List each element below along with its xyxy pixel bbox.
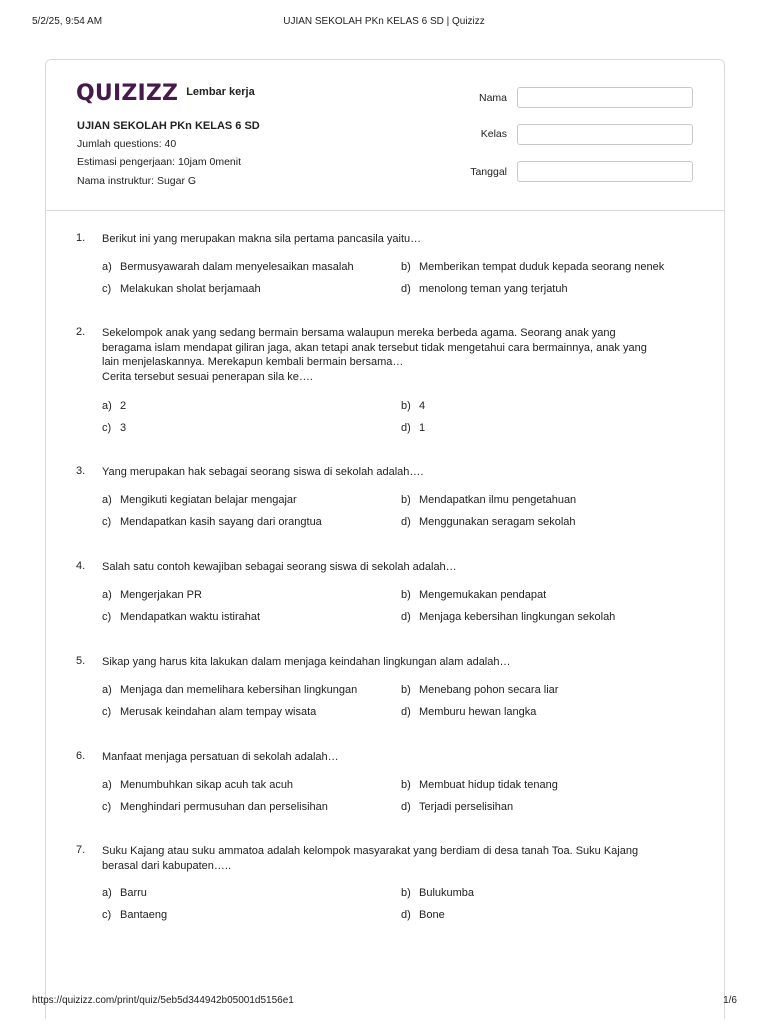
question-number: 3. bbox=[76, 465, 86, 477]
option-d bbox=[401, 422, 425, 434]
option-d bbox=[401, 801, 513, 813]
print-title: UJIAN SEKOLAH PKn KELAS 6 SD | Quizizz bbox=[283, 16, 485, 27]
question-text-line: Cerita tersebut sesuai penerapan sila ke…. bbox=[102, 370, 313, 383]
option-letter: d) bbox=[401, 706, 411, 718]
date-label: Tanggal bbox=[470, 166, 507, 178]
option-text: Menebang pohon secara liar bbox=[419, 684, 559, 696]
class-field[interactable] bbox=[517, 124, 693, 145]
option-letter: b) bbox=[401, 400, 411, 412]
option-letter: b) bbox=[401, 779, 411, 791]
option-letter: a) bbox=[102, 494, 112, 506]
option-a bbox=[102, 494, 297, 506]
option-text: Mendapatkan waktu istirahat bbox=[120, 611, 261, 623]
option-letter: a) bbox=[102, 684, 112, 696]
name-field[interactable] bbox=[517, 87, 693, 108]
option-letter: a) bbox=[102, 261, 112, 273]
question-count: Jumlah questions: 40 bbox=[77, 138, 177, 150]
option-letter: a) bbox=[102, 887, 112, 899]
option-text: Menjaga dan memelihara kebersihan lingkungan bbox=[120, 684, 358, 696]
question-text: Berikut ini yang merupakan makna sila pertama pancasila yaitu… bbox=[102, 233, 422, 245]
option-letter: d) bbox=[401, 283, 411, 295]
option-text: Memburu hewan langka bbox=[419, 706, 537, 718]
question-number: 7. bbox=[76, 844, 86, 856]
option-text: Menjaga kebersihan lingkungan sekolah bbox=[419, 611, 616, 623]
option-letter: c) bbox=[102, 422, 112, 434]
option-letter: d) bbox=[401, 611, 411, 623]
print-footer bbox=[0, 995, 768, 1009]
option-text: Mengikuti kegiatan belajar mengajar bbox=[120, 494, 297, 506]
option-b bbox=[401, 261, 664, 273]
name-label: Nama bbox=[478, 92, 507, 104]
time-estimate: Estimasi pengerjaan: 10jam 0menit bbox=[77, 156, 242, 168]
date-field[interactable] bbox=[517, 161, 693, 182]
option-text: Bantaeng bbox=[120, 909, 168, 921]
quizizz-logo bbox=[76, 80, 178, 108]
brand bbox=[76, 80, 255, 108]
question-number: 6. bbox=[76, 750, 86, 762]
option-c bbox=[102, 801, 328, 813]
option-letter: a) bbox=[102, 779, 112, 791]
option-text: Bone bbox=[419, 909, 445, 921]
option-a bbox=[102, 400, 126, 412]
option-d bbox=[401, 706, 536, 718]
question-text-line: lain menjelaskannya. Merekapun kembali bermain bersama… bbox=[102, 356, 404, 368]
option-text: Merusak keindahan alam tempay wisata bbox=[120, 706, 317, 718]
option-c bbox=[102, 611, 260, 623]
question-number: 5. bbox=[76, 655, 86, 667]
option-text: Mendapatkan kasih sayang dari orangtua bbox=[120, 516, 322, 528]
option-letter: b) bbox=[401, 494, 411, 506]
question-text-line: Sekelompok anak yang sedang bermain bersama walaupun mereka berbeda agama. Seorang anak yang bbox=[102, 327, 616, 339]
option-letter: b) bbox=[401, 261, 411, 273]
option-letter: d) bbox=[401, 909, 411, 921]
question-number: 2. bbox=[76, 326, 86, 338]
option-d bbox=[401, 909, 445, 921]
question-text: Manfaat menjaga persatuan di sekolah adalah… bbox=[102, 751, 339, 763]
question-text: Salah satu contoh kewajiban sebagai seorang siswa di sekolah adalah… bbox=[102, 561, 457, 573]
option-letter: a) bbox=[102, 589, 112, 601]
question-text-line: berasal dari kabupaten….. bbox=[102, 859, 232, 872]
worksheet-label: Lembar kerja bbox=[186, 86, 255, 98]
option-text: Terjadi perselisihan bbox=[419, 801, 514, 813]
option-b bbox=[401, 887, 474, 899]
option-text: 1 bbox=[419, 422, 426, 434]
question-number: 4. bbox=[76, 560, 86, 572]
option-text: 3 bbox=[120, 422, 127, 434]
logo-text: QUIZIZZ bbox=[76, 81, 179, 106]
option-text: 2 bbox=[120, 400, 127, 412]
option-b bbox=[401, 494, 576, 506]
option-b bbox=[401, 779, 558, 791]
option-letter: b) bbox=[401, 589, 411, 601]
instructor-name: Nama instruktur: Sugar G bbox=[77, 175, 197, 187]
option-c bbox=[102, 706, 316, 718]
option-text: Memberikan tempat duduk kepada seorang nenek bbox=[419, 261, 665, 273]
option-text: Menumbuhkan sikap acuh tak acuh bbox=[120, 779, 294, 791]
option-text: Bermusyawarah dalam menyelesaikan masalah bbox=[120, 261, 354, 273]
question-number: 1. bbox=[76, 232, 86, 244]
worksheet bbox=[45, 59, 725, 1019]
option-a bbox=[102, 589, 202, 601]
option-a bbox=[102, 261, 354, 273]
option-b bbox=[401, 400, 425, 412]
option-a bbox=[102, 779, 293, 791]
print-date: 5/2/25, 9:54 AM bbox=[32, 16, 103, 27]
option-letter: c) bbox=[102, 909, 112, 921]
option-text: Mendapatkan ilmu pengetahuan bbox=[419, 494, 577, 506]
question-text: Sikap yang harus kita lakukan dalam menjaga keindahan lingkungan alam adalah… bbox=[102, 656, 511, 668]
option-letter: b) bbox=[401, 684, 411, 696]
option-letter: a) bbox=[102, 400, 112, 412]
page-number: 1/6 bbox=[723, 995, 737, 1006]
question-text: Yang merupakan hak sebagai seorang siswa di sekolah adalah…. bbox=[102, 466, 424, 478]
option-text: Mengerjakan PR bbox=[120, 589, 202, 601]
option-text: Membuat hidup tidak tenang bbox=[419, 779, 558, 791]
option-b bbox=[401, 684, 558, 696]
option-d bbox=[401, 516, 576, 528]
quiz-title: UJIAN SEKOLAH PKn KELAS 6 SD bbox=[77, 120, 260, 132]
option-letter: b) bbox=[401, 887, 411, 899]
option-letter: d) bbox=[401, 516, 411, 528]
option-text: menolong teman yang terjatuh bbox=[419, 283, 568, 295]
option-letter: d) bbox=[401, 422, 411, 434]
option-d bbox=[401, 611, 615, 623]
option-letter: c) bbox=[102, 801, 112, 813]
print-header bbox=[0, 16, 768, 30]
option-b bbox=[401, 589, 546, 601]
option-text: Mengemukakan pendapat bbox=[419, 589, 547, 601]
option-text: 4 bbox=[419, 400, 426, 412]
option-text: Menghindari permusuhan dan perselisihan bbox=[120, 801, 328, 813]
option-c bbox=[102, 422, 126, 434]
question-text-line: beragama islam mendapat giliran jaga, akan tetapi anak tersebut tidak mengetahui cara bermainnya, anak yang bbox=[102, 341, 647, 354]
question-text-line: Suku Kajang atau suku ammatoa adalah kelompok masyarakat yang berdiam di desa tanah Toa. Suku Kajang bbox=[102, 845, 639, 857]
option-c bbox=[102, 909, 167, 921]
option-letter: c) bbox=[102, 706, 112, 718]
print-url: https://quizizz.com/print/quiz/5eb5d344942b05001d5156e1 bbox=[32, 995, 294, 1006]
option-a bbox=[102, 887, 147, 899]
option-c bbox=[102, 283, 261, 295]
option-text: Barru bbox=[120, 887, 147, 899]
option-c bbox=[102, 516, 322, 528]
option-text: Menggunakan seragam sekolah bbox=[419, 516, 576, 528]
option-letter: c) bbox=[102, 516, 112, 528]
option-text: Melakukan sholat berjamaah bbox=[120, 283, 261, 295]
option-text: Bulukumba bbox=[419, 887, 475, 899]
class-label: Kelas bbox=[480, 128, 507, 140]
option-letter: d) bbox=[401, 801, 411, 813]
worksheet-header bbox=[46, 60, 724, 211]
option-letter: c) bbox=[102, 283, 112, 295]
option-a bbox=[102, 684, 357, 696]
option-letter: c) bbox=[102, 611, 112, 623]
option-d bbox=[401, 283, 568, 295]
